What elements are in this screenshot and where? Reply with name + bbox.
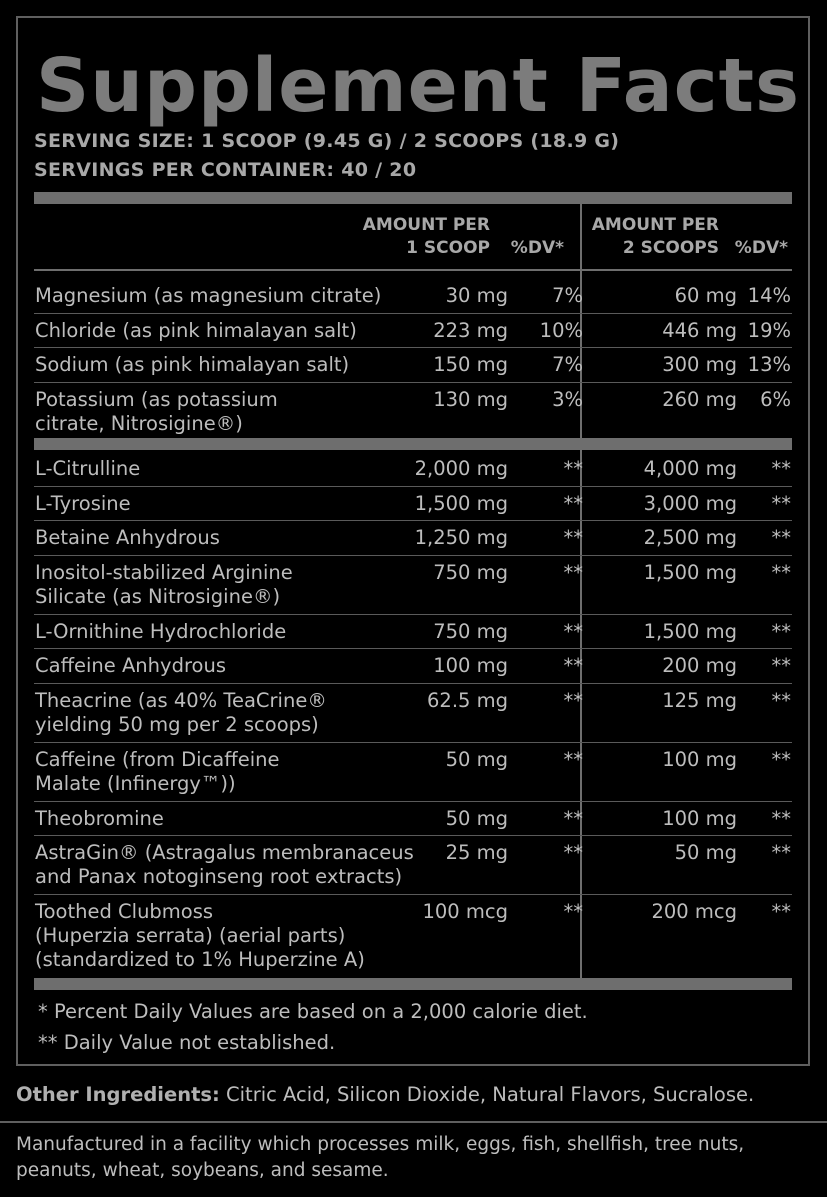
amount-2-scoops: 2,500 mg	[643, 526, 737, 549]
footnote-dv-not-established: ** Daily Value not established.	[38, 1031, 336, 1054]
amount-2-scoops: 1,500 mg	[643, 560, 737, 584]
table-row	[34, 452, 792, 487]
header-amount-1-line1: AMOUNT PER	[362, 215, 490, 235]
ingredient-name-line: yielding 50 mg per 2 scoops)	[35, 712, 319, 736]
ingredient-name-line: Chloride (as pink himalayan salt)	[35, 318, 357, 342]
table-row	[34, 615, 792, 650]
ingredient-name-line: L-Citrulline	[35, 457, 141, 480]
ingredient-name-line: and Panax notoginseng root extracts)	[35, 865, 403, 888]
ingredient-name	[35, 388, 278, 436]
ingredient-name-line: L-Tyrosine	[35, 491, 131, 515]
ingredient-name	[35, 284, 381, 308]
ingredient-name	[35, 620, 286, 644]
amount-1-scoop: 50 mg	[445, 747, 508, 771]
amount-2-scoops: 100 mg	[662, 806, 737, 830]
table-row	[34, 743, 792, 802]
ingredient-name-line: Caffeine Anhydrous	[35, 654, 226, 677]
ingredient-name	[35, 841, 414, 889]
ingredient-name-line: AstraGin® (Astragalus membranaceus	[35, 841, 414, 864]
dv-1-scoop: 7%	[552, 353, 583, 376]
header-divider	[34, 269, 792, 271]
dv-1-scoop: 7%	[552, 284, 583, 307]
dv-1-scoop: **	[563, 560, 583, 584]
amount-1-scoop: 223 mg	[433, 318, 508, 342]
table-row	[34, 487, 792, 522]
thick-divider	[34, 978, 792, 990]
dv-2-scoops: **	[771, 491, 791, 515]
amount-2-scoops: 100 mg	[662, 747, 737, 771]
dv-2-scoops: **	[771, 619, 791, 643]
dv-2-scoops: **	[771, 900, 791, 923]
footnote-percent-dv: * Percent Daily Values are based on a 2,000 calorie diet.	[38, 1000, 588, 1023]
dv-2-scoops: 13%	[747, 353, 791, 376]
header-amount-1-scoop	[363, 214, 490, 260]
other-ingredients-label: Other Ingredients:	[16, 1083, 220, 1106]
ingredient-name	[35, 900, 365, 972]
header-amount-2-scoops	[592, 214, 719, 260]
ingredient-name	[35, 457, 140, 481]
header-dv-1: %DV*	[510, 238, 564, 258]
table-row	[34, 684, 792, 743]
dv-1-scoop: **	[563, 900, 583, 923]
amount-1-scoop: 62.5 mg	[427, 688, 508, 712]
table-row	[34, 895, 792, 979]
amount-2-scoops: 260 mg	[662, 387, 737, 411]
dv-1-scoop: **	[563, 526, 583, 549]
amount-2-scoops: 125 mg	[662, 688, 737, 712]
ingredient-name-line: Theacrine (as 40% TeaCrine®	[35, 688, 327, 712]
amount-1-scoop: 100 mg	[433, 654, 508, 677]
ingredient-name-line: Magnesium (as magnesium citrate)	[35, 284, 382, 307]
thick-divider	[34, 438, 792, 450]
amount-2-scoops: 4,000 mg	[643, 457, 737, 480]
ingredient-name-line: Malate (Infinergy™))	[35, 771, 236, 795]
ingredient-name-line: Betaine Anhydrous	[35, 526, 220, 549]
dv-1-scoop: 10%	[539, 318, 583, 342]
panel-title: Supplement Facts	[36, 43, 801, 129]
dv-1-scoop: **	[563, 491, 583, 515]
ingredient-name-line: citrate, Nitrosigine®)	[35, 411, 243, 435]
table-row	[34, 521, 792, 556]
table-row	[34, 802, 792, 837]
ingredient-name-line: L-Ornithine Hydrochloride	[35, 619, 287, 643]
ingredient-name	[35, 526, 220, 550]
dv-2-scoops: **	[771, 841, 791, 864]
dv-2-scoops: **	[771, 688, 791, 712]
amount-1-scoop: 1,250 mg	[414, 526, 508, 549]
table-row	[34, 649, 792, 684]
dv-1-scoop: **	[563, 747, 583, 771]
dv-2-scoops: **	[771, 457, 791, 480]
ingredient-name	[35, 807, 164, 831]
serving-size: SERVING SIZE: 1 SCOOP (9.45 G) / 2 SCOOPS (18.9 G)	[34, 130, 620, 152]
header-amount-2-line1: AMOUNT PER	[591, 215, 719, 235]
other-ingredients	[16, 1081, 754, 1109]
ingredient-name	[35, 319, 357, 343]
amount-2-scoops: 300 mg	[662, 353, 737, 376]
amount-2-scoops: 446 mg	[662, 318, 737, 342]
ingredient-name	[35, 492, 131, 516]
dv-1-scoop: 3%	[552, 387, 583, 411]
dv-2-scoops: **	[771, 654, 791, 677]
ingredient-name-line: Toothed Clubmoss	[35, 900, 214, 923]
ingredient-name-line: (Huperzia serrata) (aerial parts)	[35, 924, 346, 947]
dv-1-scoop: **	[563, 841, 583, 864]
table-row	[34, 348, 792, 383]
ingredient-name-line: Inositol-stabilized Arginine	[35, 560, 293, 584]
dv-2-scoops: **	[771, 806, 791, 830]
ingredient-name	[35, 654, 226, 678]
manufacturing-statement: Manufactured in a facility which processes milk, eggs, fish, shellfish, tree nuts, peanuts, wheat, soybeans, and sesame.	[16, 1134, 745, 1181]
dv-2-scoops: 6%	[760, 387, 791, 411]
amount-1-scoop: 2,000 mg	[414, 457, 508, 480]
amount-2-scoops: 200 mcg	[651, 900, 737, 923]
amount-1-scoop: 130 mg	[433, 387, 508, 411]
ingredient-name-line: (standardized to 1% Huperzine A)	[35, 948, 365, 971]
dv-2-scoops: **	[771, 747, 791, 771]
ingredient-name-line: Caffeine (from Dicaffeine	[35, 747, 280, 771]
amount-1-scoop: 25 mg	[445, 841, 508, 864]
dv-1-scoop: **	[563, 457, 583, 480]
table-row	[34, 383, 792, 442]
dv-1-scoop: **	[563, 619, 583, 643]
table-row	[34, 314, 792, 349]
ingredient-name	[35, 748, 279, 796]
ingredient-name	[35, 689, 327, 737]
ingredient-name-line: Sodium (as pink himalayan salt)	[35, 353, 350, 376]
dv-2-scoops: 14%	[747, 284, 791, 307]
supplement-facts-panel	[16, 16, 810, 1066]
amount-2-scoops: 3,000 mg	[643, 491, 737, 515]
header-amount-2-line2: 2 SCOOPS	[622, 238, 719, 258]
header-amount-1-line2: 1 SCOOP	[406, 238, 490, 258]
amount-2-scoops: 50 mg	[674, 841, 737, 864]
ingredient-name	[35, 561, 293, 609]
amount-1-scoop: 30 mg	[445, 284, 508, 307]
other-ingredients-text: Citric Acid, Silicon Dioxide, Natural Flavors, Sucralose.	[219, 1083, 755, 1106]
amount-2-scoops: 200 mg	[662, 654, 737, 677]
table-row	[34, 279, 792, 314]
header-dv-2: %DV*	[734, 238, 788, 258]
ingredient-name-line: Silicate (as Nitrosigine®)	[35, 584, 281, 608]
amount-1-scoop: 1,500 mg	[414, 491, 508, 515]
dv-2-scoops: **	[771, 526, 791, 549]
amount-1-scoop: 750 mg	[433, 560, 508, 584]
amount-2-scoops: 1,500 mg	[643, 619, 737, 643]
ingredient-name-line: Theobromine	[35, 806, 164, 830]
table-row	[34, 836, 792, 895]
dv-2-scoops: **	[771, 560, 791, 584]
section-rule	[0, 1121, 827, 1123]
amount-2-scoops: 60 mg	[674, 284, 737, 307]
servings-per-container: SERVINGS PER CONTAINER: 40 / 20	[34, 159, 417, 181]
ingredient-name-line: Potassium (as potassium	[35, 387, 278, 411]
amount-1-scoop: 750 mg	[433, 619, 508, 643]
dv-1-scoop: **	[563, 654, 583, 677]
table-row	[34, 556, 792, 615]
amount-1-scoop: 150 mg	[433, 353, 508, 376]
dv-1-scoop: **	[563, 806, 583, 830]
dv-2-scoops: 19%	[747, 318, 791, 342]
amount-1-scoop: 100 mcg	[422, 900, 508, 923]
dv-1-scoop: **	[563, 688, 583, 712]
thick-divider	[34, 192, 792, 204]
amount-1-scoop: 50 mg	[445, 806, 508, 830]
ingredient-name	[35, 353, 349, 377]
